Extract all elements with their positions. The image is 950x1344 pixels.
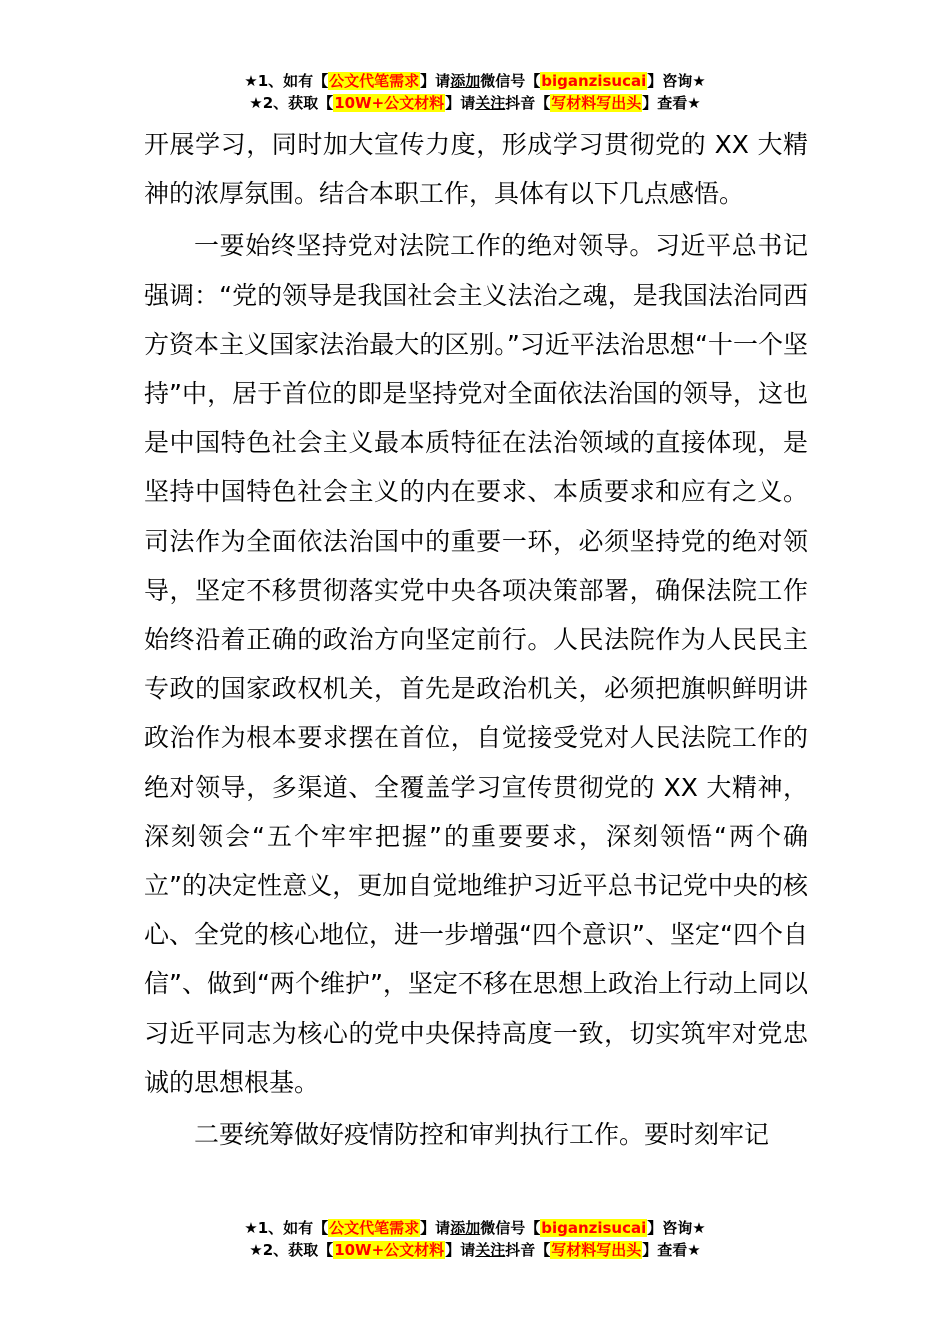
underlined-text: 关注 — [475, 1241, 506, 1259]
underlined-text: 添加 — [450, 72, 481, 90]
banner-text: 抖音【 — [505, 1241, 551, 1259]
banner-text: 微信号【 — [480, 72, 541, 90]
banner-text: 】查看★ — [642, 1241, 701, 1259]
banner-text: ★2、获取【 — [249, 94, 334, 112]
highlight-materials: 10W+公文材料 — [334, 1241, 445, 1259]
banner-text: 】咨询★ — [647, 72, 706, 90]
paragraph-continuation: 开展学习，同时加大宣传力度，形成学习贯彻党的 XX 大精神的浓厚氛围。结合本职工作，具体有以下几点感悟。 — [144, 130, 808, 209]
banner-text: 抖音【 — [505, 94, 551, 112]
header-banner — [0, 70, 950, 114]
highlight-wechat-id: biganzisucai — [541, 1219, 647, 1237]
underlined-text: 关注 — [475, 94, 506, 112]
highlight-service: 公文代笔需求 — [329, 72, 420, 90]
highlight-wechat-id: biganzisucai — [541, 72, 647, 90]
highlight-douyin: 写材料写出头 — [551, 1241, 642, 1259]
footer-banner — [0, 1217, 950, 1261]
banner-text: 】请 — [445, 94, 476, 112]
underlined-text: 添加 — [450, 1219, 481, 1237]
banner-text: 】请 — [445, 1241, 476, 1259]
banner-line-2 — [0, 1239, 950, 1261]
banner-line-1 — [0, 70, 950, 92]
banner-text: 】查看★ — [642, 94, 701, 112]
banner-text: ★1、如有【 — [244, 72, 329, 90]
banner-text: 】请 — [420, 1219, 451, 1237]
banner-line-2 — [0, 92, 950, 114]
banner-text: 】咨询★ — [647, 1219, 706, 1237]
highlight-service: 公文代笔需求 — [329, 1219, 420, 1237]
banner-text: ★1、如有【 — [244, 1219, 329, 1237]
paragraph-point-one: 一要始终坚持党对法院工作的绝对领导。习近平总书记强调：“党的领导是我国社会主义法治之魂，是我国法治同西方资本主义国家法治最大的区别。”习近平法治思想“十一个坚持”中，居于首位的即是坚持党对全面依法治国的领导，这也是中国特色社会主义最本质特征在法治领域的直接体现，是坚持中国特色社会主义的内在要求、本质要求和应有之义。司法作为全面依法治国中的重要一环，必须坚持党的绝对领导，坚定不移贯彻落实党中央各项决策部署，确保法院工作始终沿着正确的政治方向坚定前行。人民法院作为人民民主专政的国家政权机关，首先是政治机关，必须把旗帜鲜明讲政治作为根本要求摆在首位，自觉接受党对人民法院工作的绝对领导，多渠道、全覆盖学习宣传贯彻党的 XX 大精神，深刻领会“五个牢牢把握”的重要要求，深刻领悟“两个确立”的决定性意义，更加自觉地维护习近平总书记党中央的核心、全党的核心地位，进一步增强“四个意识”、坚定“四个自信”、做到“两个维护”，坚定不移在思想上政治上行动上同以习近平同志为核心的党中央保持高度一致，切实筑牢对党忠诚的思想根基。 — [144, 231, 808, 1097]
paragraph-point-two: 二要统筹做好疫情防控和审判执行工作。要时刻牢记 — [194, 1120, 770, 1150]
highlight-materials: 10W+公文材料 — [334, 94, 445, 112]
banner-text: 】请 — [420, 72, 451, 90]
document-body — [144, 120, 808, 1159]
highlight-douyin: 写材料写出头 — [551, 94, 642, 112]
banner-text: ★2、获取【 — [249, 1241, 334, 1259]
banner-text: 微信号【 — [480, 1219, 541, 1237]
banner-line-1 — [0, 1217, 950, 1239]
